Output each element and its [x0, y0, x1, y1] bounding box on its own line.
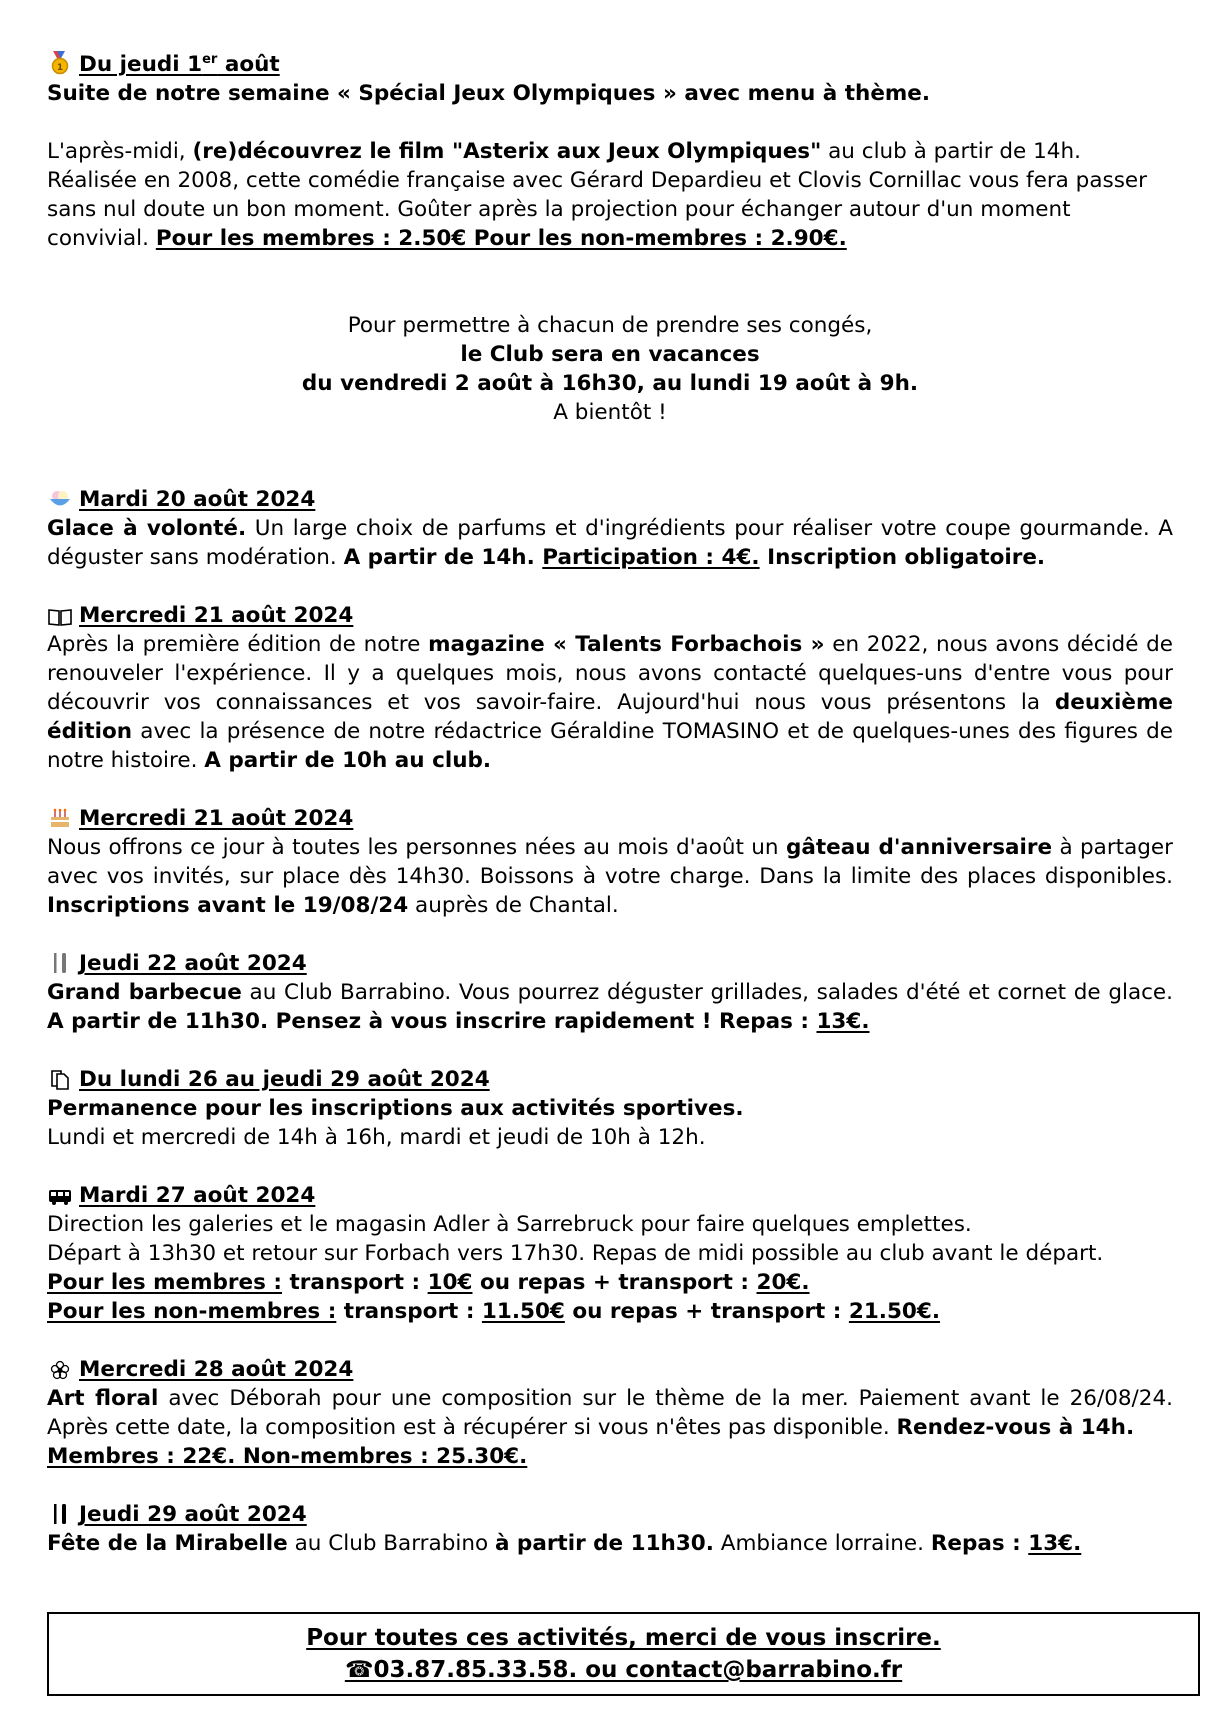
section-body: Glace à volonté. Un large choix de parfums et d'ingrédients pour réaliser votre coupe gourmande. A déguster sans modération. A partir de 14h. Participation : 4€. Inscription obligatoire.	[47, 516, 1173, 571]
section-body: Nous offrons ce jour à toutes les personnes nées au mois d'août un gâteau d'anniversaire à partager avec vos invités, sur place dès 14h30. Boissons à votre charge. Dans la limite des places disponibles. Inscriptions avant le 19/08/24 auprès de Chantal.	[47, 835, 1173, 919]
book-icon	[47, 601, 73, 630]
section-mirabelle	[47, 1500, 1173, 1558]
price-info: 13€.	[816, 1009, 870, 1035]
section-body: Après la première édition de notre magazine « Talents Forbachois » en 2022, nous avons décidé de renouveler l'expérience. Il y a quelques mois, nous avons contacté quelques-uns d'entre vous pour découvrir vos connaissances et vos savoir-faire. Aujourd'hui nous vous présentons la deuxième édition avec la présence de notre rédactrice Géraldine TOMASINO et de quelques-unes des figures de notre histoire. A partir de 10h au club.	[47, 632, 1173, 774]
contact-box	[47, 1612, 1200, 1696]
contact-details[interactable]: ☎03.87.85.33.58. ou contact@barrabino.fr	[344, 1657, 903, 1683]
section-heading: Mercredi 28 août 2024	[47, 1355, 1173, 1384]
page-content	[47, 45, 1173, 1587]
non-member-pricing: Pour les non-membres : transport : 11.50€ ou repas + transport : 21.50€.	[47, 1299, 941, 1325]
price-info: Pour les membres : 2.50€ Pour les non-membres : 2.90€.	[155, 226, 847, 252]
member-pricing: Pour les membres : transport : 10€ ou repas + transport : 20€.	[47, 1270, 810, 1296]
price-info: Membres : 22€. Non-membres : 25.30€.	[47, 1444, 528, 1470]
section-heading: Mardi 20 août 2024	[47, 485, 1173, 514]
section-subtitle: Permanence pour les inscriptions aux activités sportives.	[47, 1096, 744, 1122]
fork-knife-icon	[47, 949, 73, 978]
section-gateau	[47, 804, 1173, 920]
section-heading: Du lundi 26 au jeudi 29 août 2024	[47, 1065, 1173, 1094]
medal-icon	[47, 50, 73, 79]
section-heading: Jeudi 29 août 2024	[47, 1500, 1173, 1529]
section-magazine	[47, 601, 1173, 775]
bus-icon	[47, 1181, 73, 1210]
section-heading: Mercredi 21 août 2024	[47, 804, 1173, 833]
section-heading: Mercredi 21 août 2024	[47, 601, 1173, 630]
vacation-notice: Pour permettre à chacun de prendre ses congés, le Club sera en vacances du vendredi 2 août à 16h30, au lundi 19 août à 9h. A bientôt !	[301, 313, 919, 426]
section-body: Fête de la Mirabelle au Club Barrabino à partir de 11h30. Ambiance lorraine. Repas : 13€.	[47, 1531, 1082, 1557]
section-body: Grand barbecue au Club Barrabino. Vous pourrez déguster grillades, salades d'été et cornet de glace. A partir de 11h30. Pensez à vous inscrire rapidement ! Repas : 13€.	[47, 980, 1173, 1035]
section-barbecue	[47, 949, 1173, 1036]
section-subtitle: Suite de notre semaine « Spécial Jeux Olympiques » avec menu à thème.	[47, 81, 931, 107]
fork-knife-icon	[47, 1500, 73, 1529]
section-body: Art floral avec Déborah pour une composition sur le thème de la mer. Paiement avant le 26/08/24. Après cette date, la composition est à récupérer si vous n'êtes pas disponible. Rendez-vous à 14h.	[47, 1386, 1173, 1441]
ice-cream-icon	[47, 485, 73, 514]
section-floral	[47, 1355, 1173, 1471]
section-sarrebruck: Mardi 27 août 2024 Direction les galeries et le magasin Adler à Sarrebruck pour faire quelques emplettes. Départ à 13h30 et retour sur Forbach vers 17h30. Repas de midi possible au club avant le départ. Pour les membres : transport : 10€ ou repas + transport : 20€. Pour les non-membres : transport : 11.50€ ou repas + transport : 21.50€.	[47, 1181, 1173, 1326]
pages-icon	[47, 1065, 73, 1094]
section-heading: Jeudi 22 août 2024	[47, 949, 1173, 978]
section-aug-1	[47, 45, 1173, 253]
section-heading: 1 Du jeudi 1er août	[47, 45, 1173, 79]
price-info: Participation : 4€.	[542, 545, 760, 571]
section-glace	[47, 485, 1173, 572]
price-info: 13€.	[1028, 1531, 1082, 1557]
phone-icon: ☎	[344, 1657, 374, 1683]
contact-line: Pour toutes ces activités, merci de vous inscrire.	[306, 1625, 941, 1651]
cake-icon	[47, 804, 73, 833]
section-body: L'après-midi, (re)découvrez le film "Asterix aux Jeux Olympiques" au club à partir de 14h. Réalisée en 2008, cette comédie française avec Gérard Depardieu et Clovis Cornillac vous fera passer sans nul doute un bon moment. Goûter après la projection pour échanger autour d'un moment convivial. Pour les membres : 2.50€ Pour les non-membres : 2.90€.	[47, 139, 1147, 252]
section-permanence	[47, 1065, 1173, 1152]
section-body: Lundi et mercredi de 14h à 16h, mardi et jeudi de 10h à 12h.	[47, 1125, 706, 1151]
flower-icon	[47, 1355, 73, 1384]
section-heading: Mardi 27 août 2024	[47, 1181, 1173, 1210]
svg-text:1: 1	[56, 63, 64, 74]
